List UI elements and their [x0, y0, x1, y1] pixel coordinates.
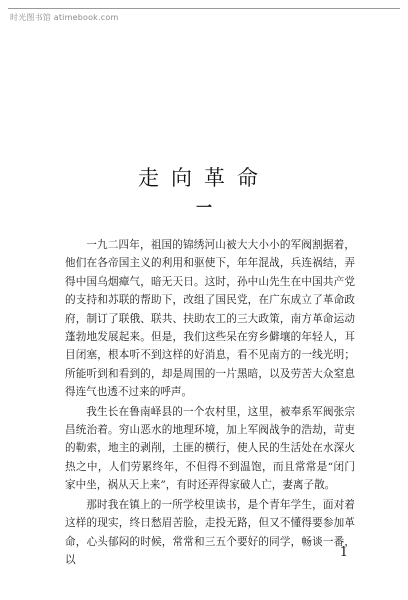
watermark: 时光图书馆 atimebook.com: [10, 13, 119, 22]
paragraph: 那时我在镇上的一所学校里读书，是个青年学生，面对着这样的现实，终日愁眉苦脸，走投无路，但又不懂得要参加革命，心头郁闷的时候，常常和三五个要好的同学，畅谈一番，以: [65, 498, 355, 566]
section-number: 一: [195, 198, 212, 217]
body-text: [65, 236, 355, 569]
paragraph: 我生长在鲁南峄县的一个农村里，这里，被奉系军阀张宗昌统治着。穷山恶水的地理环境，加上军阀战争的浩劫，苛吏的勒索，地主的剥削，土匪的横行，使人民的生活处在水深火热之中，人们劳累终年，不但得不到温饱，而且常常是“闭门家中坐，祸从天上来”，有时还弄得家破人亡，妻离子散。: [65, 405, 355, 492]
paragraph: 一九二四年，祖国的锦绣河山被大大小小的军阀割据着，他们在各帝国主义的利用和驱使下，年年混战，兵连祸结，弄得中国乌烟瘴气，暗无天日。这时，孙中山先生在中国共产党的支持和苏联的帮助下，改组了国民党，在广东成立了革命政府，制订了联俄、联共、扶助农工的三大政策，南方革命运动蓬勃地发展起来。但是，我们这些呆在穷乡僻壤的年轻人，耳目闭塞，根本听不到这样的好消息，看不见南方的一线光明；所能听到和看到的，却是周围的一片黑暗，以及劳苦大众窒息得连气也透不过来的呼声。: [65, 239, 355, 399]
page-number: 1: [339, 545, 348, 560]
chapter-title: 走向革命: [138, 166, 270, 190]
top-border: [8, 8, 400, 9]
